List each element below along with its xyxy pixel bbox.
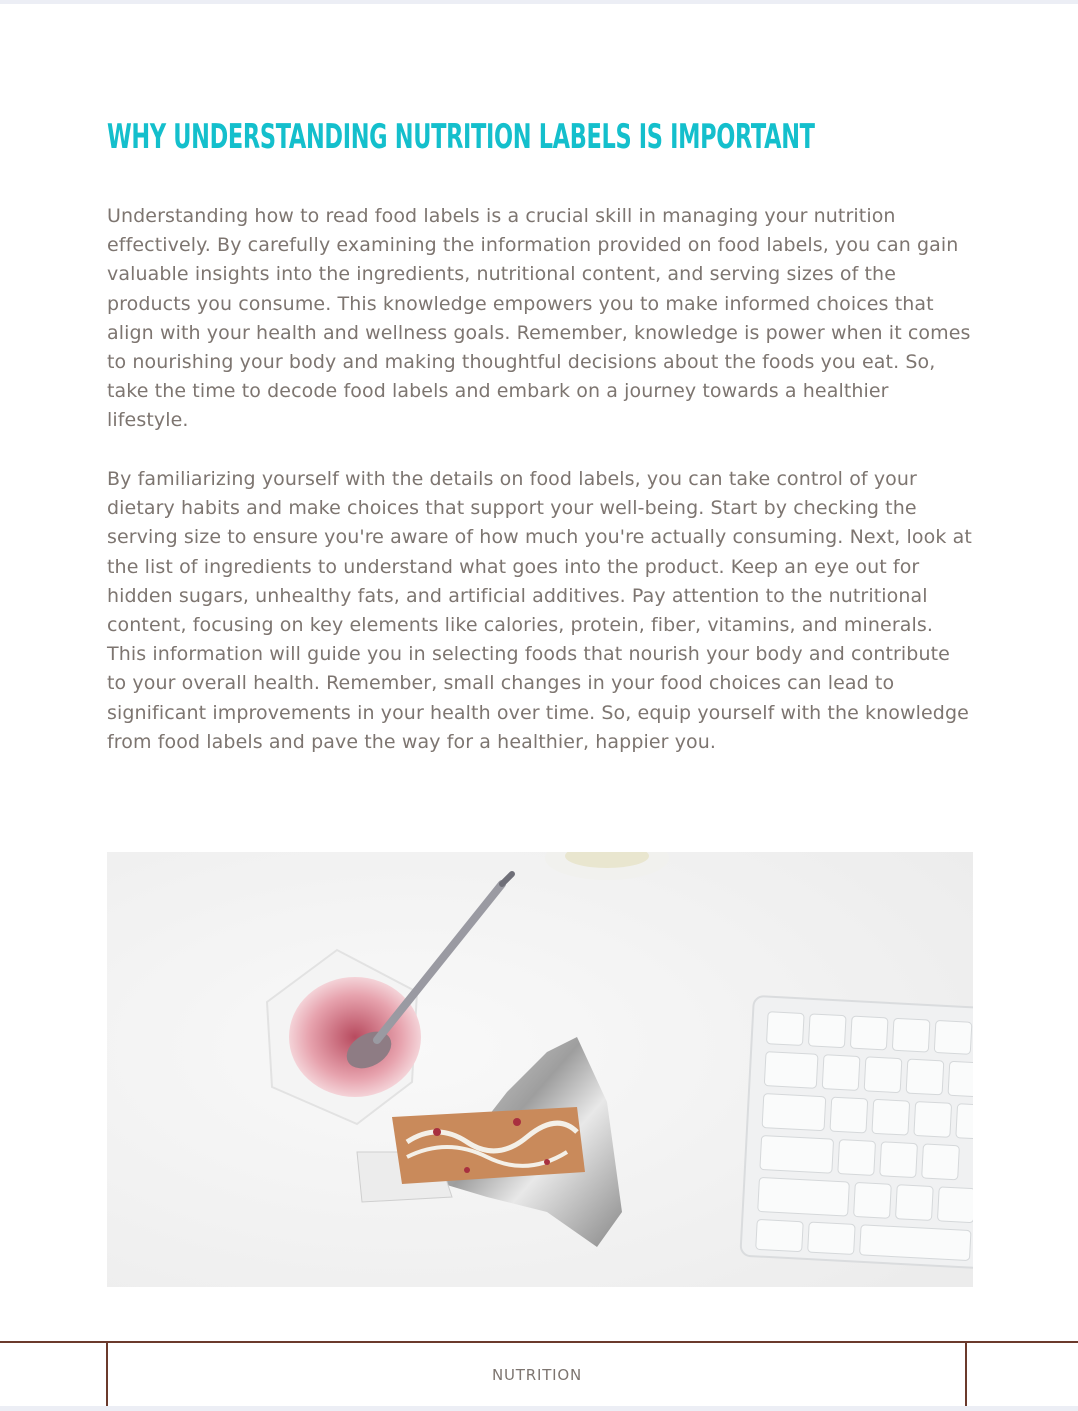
page-title: WHY UNDERSTANDING NUTRITION LABELS IS IMPORTANT bbox=[107, 117, 815, 157]
snack-photo bbox=[107, 852, 973, 1287]
footer-section-label: NUTRITION bbox=[491, 1366, 583, 1384]
document-page bbox=[0, 4, 1078, 1406]
footer-rule bbox=[0, 1341, 1078, 1343]
paragraph-intro: Understanding how to read food labels is a crucial skill in managing your nutrition effectively. By carefully examining the information provided on food labels, you can gain valuable insights into the ingredients, nutritional content, and serving sizes of the products you consume. This knowledge empowers you to make informed choices that align with your health and wellness goals. Remember, knowledge is power when it comes to nourishing your body and making thoughtful decisions about the foods you eat. So, take the time to decode food labels and embark on a journey towards a healthier lifestyle. bbox=[107, 205, 971, 432]
paragraph-details: By familiarizing yourself with the details on food labels, you can take control of your dietary habits and make choices that support your well-being. Start by checking the serving size to ensure you're aware of how much you're actually consuming. Next, look at the list of ingredients to understand what goes into the product. Keep an eye out for hidden sugars, unhealthy fats, and artificial additives. Pay attention to the nutritional content, focusing on key elements like calories, protein, fiber, vitamins, and minerals. This information will guide you in selecting foods that nourish your body and contribute to your overall health. Remember, small changes in your food choices can lead to significant improvements in your health over time. So, equip yourself with the knowledge from food labels and pave the way for a healthier, happier you. bbox=[107, 468, 972, 753]
